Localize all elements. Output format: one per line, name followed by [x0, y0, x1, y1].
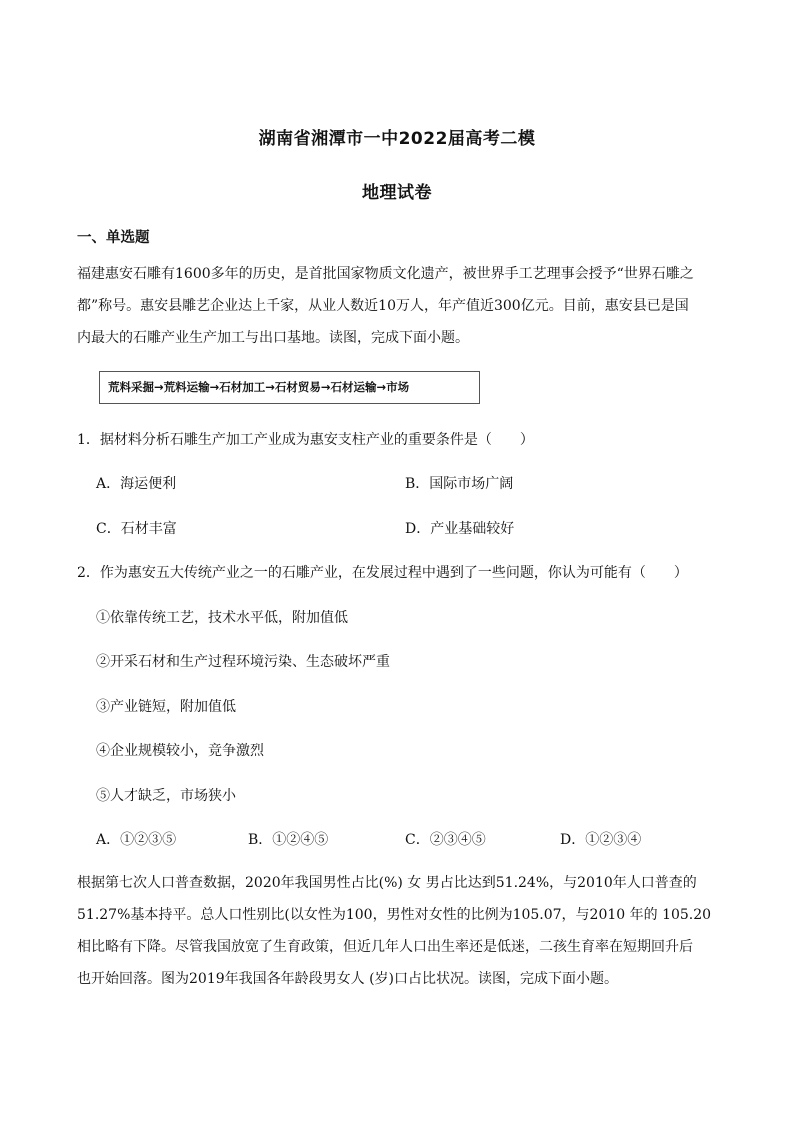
process-flow-figure: 荒料采掘→荒料运输→石材加工→石材贸易→石材运输→市场 [99, 371, 480, 404]
material-line: 都”称号。惠安县雕艺企业达上千家，从业人数近10万人，年产值近300亿元。目前，惠安县已是国 [77, 298, 689, 314]
material-line: 根据第七次人口普查数据，2020年我国男性占比(%) 女 男占比达到51.24%，与2010年人口普查的 [77, 875, 697, 891]
q2-statement-3: ③产业链短，附加值低 [96, 699, 236, 715]
q1-option-d[interactable]: D．产业基础较好 [405, 521, 515, 537]
q2-statement-2: ②开采石材和生产过程环境污染、生态破坏严重 [96, 654, 390, 670]
q2-option-b[interactable]: B．①②④⑤ [248, 832, 329, 848]
material-line: 福建惠安石雕有1600多年的历史，是首批国家物质文化遗产，被世界手工艺理事会授予“世界石雕之 [77, 266, 694, 282]
q2-option-a[interactable]: A．①②③⑤ [96, 832, 177, 848]
exam-title: 湖南省湘潭市一中2022届高考二模 [258, 129, 536, 149]
q1-option-b[interactable]: B．国际市场广阔 [405, 476, 514, 492]
question-1-stem: 1．据材料分析石雕生产加工产业成为惠安支柱产业的重要条件是（ ） [77, 432, 534, 448]
material-paragraph-1 [77, 258, 722, 354]
material-line: 相比略有下降。尽管我国放宽了生育政策，但近几年人口出生率还是低迷，二孩生育率在短期回升后 [77, 939, 693, 955]
question-2-stem: 2．作为惠安五大传统产业之一的石雕产业，在发展过程中遇到了一些问题，你认为可能有（ ） [77, 565, 688, 581]
material-line: 51.27%基本持平。总人口性别比(以女性为100，男性对女性的比例为105.07，与2010 年的 105.20 [77, 907, 712, 923]
material-paragraph-2 [77, 867, 722, 995]
q2-option-d[interactable]: D．①②③④ [560, 832, 642, 848]
q1-option-a[interactable]: A．海运便利 [96, 476, 177, 492]
material-line: 也开始回落。图为2019年我国各年龄段男女人 (岁)口占比状况。读图，完成下面小题。 [77, 971, 619, 987]
q2-statement-1: ①依靠传统工艺，技术水平低，附加值低 [96, 610, 348, 626]
section-heading: 一、单选题 [77, 230, 150, 246]
q1-option-c[interactable]: C．石材丰富 [96, 521, 177, 537]
exam-subject: 地理试卷 [362, 183, 432, 203]
q2-statement-4: ④企业规模较小，竞争激烈 [96, 743, 264, 759]
q2-option-c[interactable]: C．②③④⑤ [405, 832, 486, 848]
q2-statement-5: ⑤人才缺乏，市场狭小 [96, 788, 236, 804]
material-line: 内最大的石雕产业生产加工与出口基地。读图，完成下面小题。 [77, 330, 469, 346]
